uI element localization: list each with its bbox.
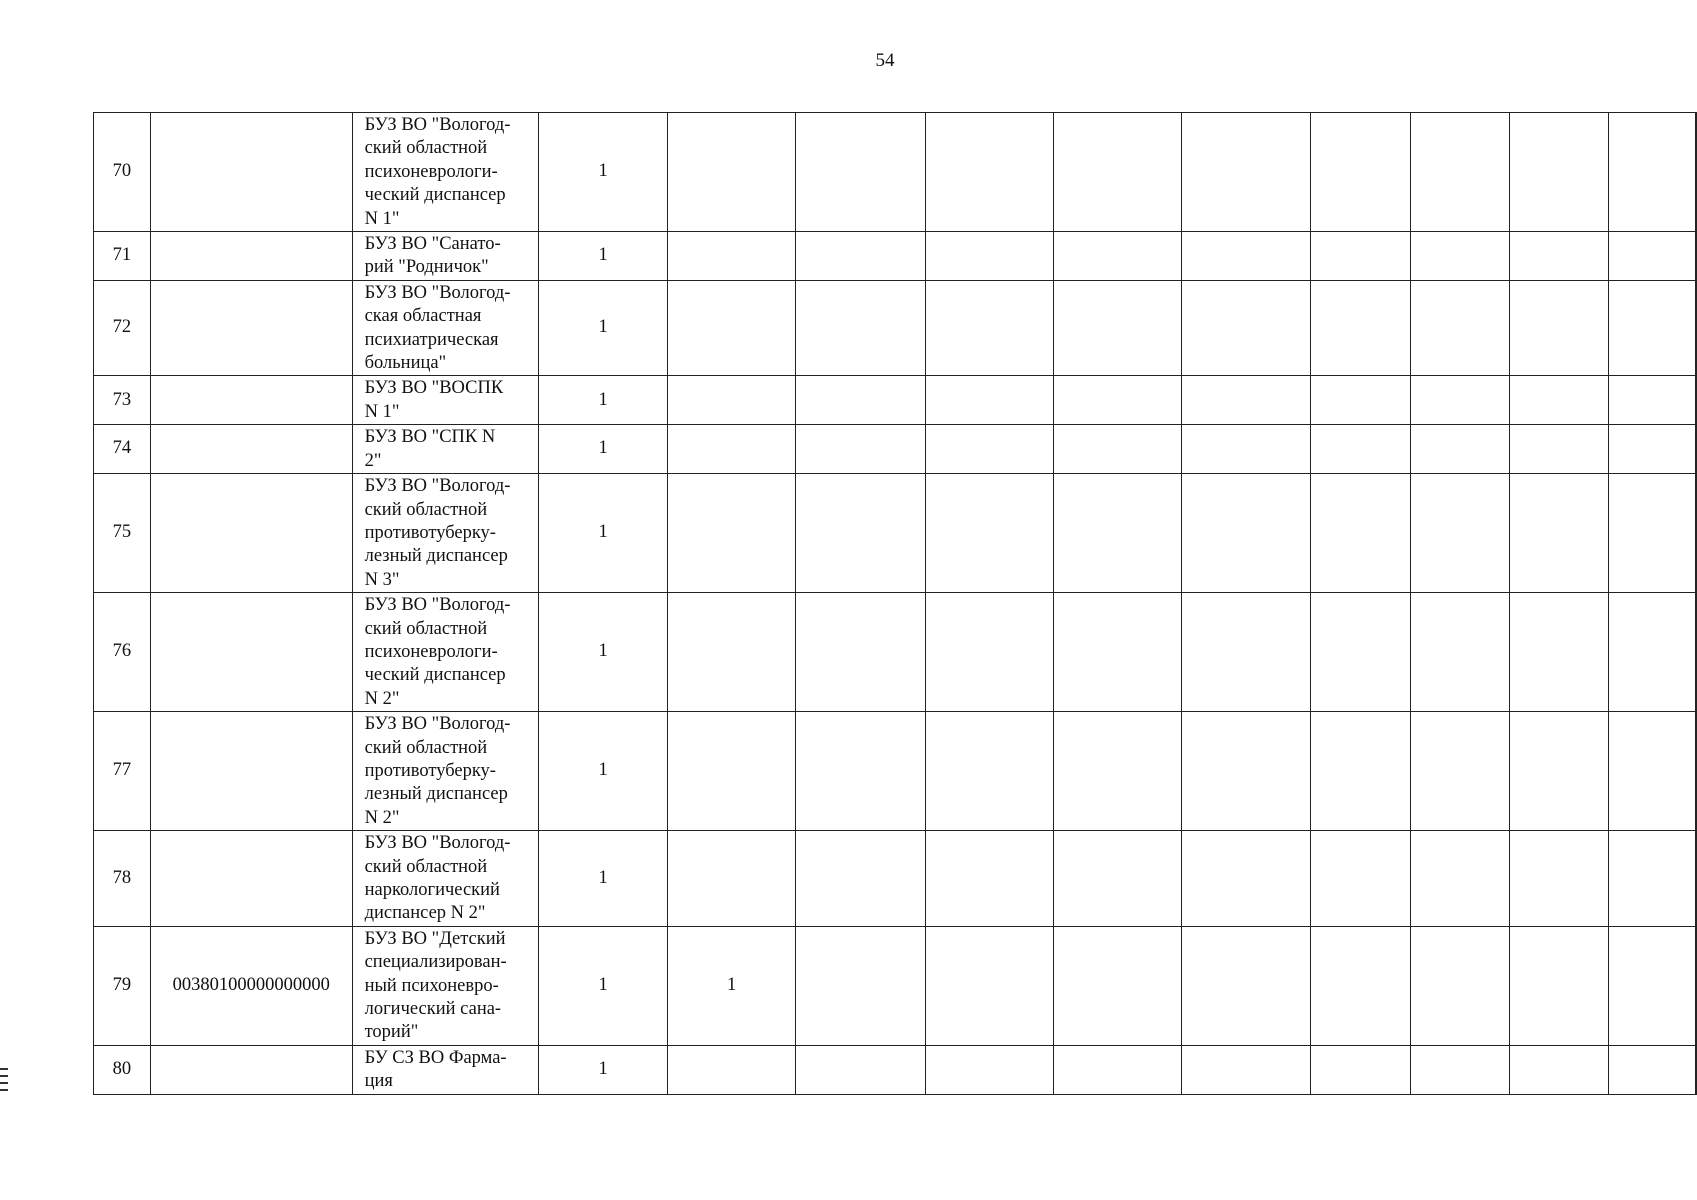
value-cell (1696, 232, 1697, 281)
row-number-cell: 80 (94, 1045, 151, 1094)
table-row (94, 113, 1697, 232)
organization-name-line: N 1" (364, 401, 400, 422)
value-cell (1182, 926, 1310, 1045)
value-cell (925, 376, 1053, 425)
value-cell: 1 (539, 232, 667, 281)
value-cell (925, 113, 1053, 232)
value-cell (1509, 280, 1609, 376)
value-cell (1411, 1045, 1510, 1094)
organization-name-line: БУЗ ВО "Вологод- (364, 833, 511, 854)
organization-name-line: 2" (364, 450, 382, 471)
value-cell (667, 425, 795, 474)
organization-name-line: ция (364, 1071, 393, 1092)
value-cell (1310, 425, 1411, 474)
organization-name-line: N 3" (364, 569, 400, 590)
value-cell (1509, 232, 1609, 281)
value-cell (796, 712, 925, 831)
row-number-cell: 78 (94, 831, 151, 927)
code-cell (150, 1045, 352, 1094)
value-cell (1509, 712, 1609, 831)
value-cell (796, 474, 925, 593)
value-cell (1696, 831, 1697, 927)
row-number-cell: 73 (94, 376, 151, 425)
organization-name-cell (352, 712, 539, 831)
organization-name-line: наркологический (364, 880, 500, 900)
organization-name-line: психоневрологи- (364, 161, 498, 182)
value-cell (1411, 232, 1510, 281)
value-cell (1509, 425, 1609, 474)
margin-mark (0, 1068, 8, 1098)
value-cell (1509, 376, 1609, 425)
value-cell (1310, 113, 1411, 232)
value-cell (1182, 425, 1310, 474)
table-row (94, 474, 1697, 593)
row-number-cell: 79 (94, 926, 151, 1045)
organization-name-line: ский областной (364, 737, 488, 758)
organization-name-line: БУЗ ВО "Вологод- (364, 714, 511, 735)
value-cell (1411, 474, 1510, 593)
value-cell (1054, 1045, 1182, 1094)
value-cell: 1 (539, 474, 667, 593)
value-cell (1310, 376, 1411, 425)
value-cell (667, 593, 795, 712)
value-cell (796, 376, 925, 425)
value-cell (667, 376, 795, 425)
value-cell (667, 280, 795, 376)
value-cell (1411, 593, 1510, 712)
value-cell (1696, 425, 1697, 474)
table-row (94, 376, 1697, 425)
value-cell (796, 593, 925, 712)
organization-name-line: логический сана- (364, 999, 502, 1020)
organization-name-line: N 2" (364, 807, 400, 828)
organization-name-line: лезный диспансер (364, 784, 508, 805)
value-cell (667, 474, 795, 593)
value-cell (1609, 926, 1696, 1045)
organization-name-cell (352, 1045, 539, 1094)
value-cell (925, 831, 1053, 927)
value-cell (667, 831, 795, 927)
value-cell (1411, 926, 1510, 1045)
value-cell (1509, 926, 1609, 1045)
organization-name-cell (352, 474, 539, 593)
value-cell (1054, 831, 1182, 927)
value-cell (1182, 831, 1310, 927)
organization-name-line: БУЗ ВО "Детский (364, 928, 506, 949)
table-row (94, 712, 1697, 831)
value-cell: 1 (539, 831, 667, 927)
table-row (94, 926, 1697, 1045)
value-cell (1182, 1045, 1310, 1094)
table-row (94, 232, 1697, 281)
value-cell (796, 425, 925, 474)
value-cell (1609, 593, 1696, 712)
value-cell (1609, 712, 1696, 831)
organization-name-line: психиатрическая (364, 329, 499, 350)
value-cell (1182, 280, 1310, 376)
table-row (94, 1045, 1697, 1094)
row-number-cell: 75 (94, 474, 151, 593)
value-cell (1509, 113, 1609, 232)
value-cell: 1 (539, 926, 667, 1045)
organization-name-line: N 2" (364, 688, 400, 709)
value-cell (1696, 280, 1697, 376)
value-cell (1696, 376, 1697, 425)
code-cell (150, 232, 352, 281)
organization-name-cell (352, 232, 539, 281)
table-row (94, 280, 1697, 376)
value-cell (1509, 1045, 1609, 1094)
organization-name-line: ский областной (364, 499, 488, 520)
organization-name-line: ный психоневро- (364, 975, 499, 996)
organization-name-line: торий" (364, 1022, 419, 1043)
value-cell (1696, 593, 1697, 712)
value-cell (1054, 593, 1182, 712)
value-cell (1054, 712, 1182, 831)
value-cell: 1 (539, 593, 667, 712)
value-cell (1054, 280, 1182, 376)
value-cell: 1 (539, 113, 667, 232)
organization-name-line: ский областной (364, 138, 488, 159)
organization-name-line: БУЗ ВО "Вологод- (364, 115, 511, 135)
value-cell (1182, 113, 1310, 232)
value-cell (1310, 712, 1411, 831)
value-cell (796, 926, 925, 1045)
organization-name-line: БУЗ ВО "Вологод- (364, 282, 511, 303)
value-cell (925, 593, 1053, 712)
value-cell (1054, 113, 1182, 232)
value-cell (1054, 376, 1182, 425)
row-number-cell: 72 (94, 280, 151, 376)
value-cell (925, 232, 1053, 281)
organization-name-line: БУЗ ВО "Вологод- (364, 476, 511, 497)
value-cell: 1 (667, 926, 795, 1045)
code-cell (150, 712, 352, 831)
organization-name-cell (352, 376, 539, 425)
value-cell (1411, 113, 1510, 232)
value-cell (1310, 593, 1411, 712)
value-cell (1411, 831, 1510, 927)
organization-name-line: противотуберку- (364, 760, 496, 781)
value-cell (1411, 376, 1510, 425)
organization-name-line: БУЗ ВО "ВОСПК (364, 378, 504, 399)
value-cell: 1 (539, 425, 667, 474)
table-row (94, 831, 1697, 927)
value-cell (1310, 280, 1411, 376)
row-number-cell: 74 (94, 425, 151, 474)
value-cell (1696, 926, 1697, 1045)
code-cell (150, 474, 352, 593)
value-cell (1696, 474, 1697, 593)
value-cell (925, 926, 1053, 1045)
value-cell (1054, 425, 1182, 474)
page-number: 54 (875, 50, 895, 71)
value-cell (796, 280, 925, 376)
value-cell (1509, 593, 1609, 712)
value-cell (1411, 425, 1510, 474)
organization-name-line: ческий диспансер (364, 665, 506, 686)
organization-name-cell (352, 280, 539, 376)
organization-name-line: ский областной (364, 618, 488, 639)
data-table (93, 112, 1697, 1095)
value-cell (796, 113, 925, 232)
value-cell (796, 232, 925, 281)
value-cell (1696, 1045, 1697, 1094)
row-number-cell: 76 (94, 593, 151, 712)
value-cell (667, 113, 795, 232)
value-cell (925, 712, 1053, 831)
value-cell (1509, 474, 1609, 593)
organization-name-cell (352, 926, 539, 1045)
value-cell (667, 712, 795, 831)
value-cell (1609, 376, 1696, 425)
row-number-cell: 71 (94, 232, 151, 281)
table-row (94, 425, 1697, 474)
organization-name-line: психоневрологи- (364, 641, 498, 662)
value-cell (1054, 474, 1182, 593)
value-cell (1182, 474, 1310, 593)
value-cell: 1 (539, 280, 667, 376)
value-cell (667, 232, 795, 281)
value-cell (1182, 712, 1310, 831)
value-cell: 1 (539, 376, 667, 425)
code-cell (150, 425, 352, 474)
organization-name-cell (352, 831, 539, 927)
organization-name-line: лезный диспансер (364, 546, 508, 567)
code-cell: 00380100000000000 (150, 926, 352, 1045)
value-cell (1310, 1045, 1411, 1094)
value-cell (1609, 425, 1696, 474)
organization-name-line: БУЗ ВО "Санато- (364, 234, 501, 255)
code-cell (150, 280, 352, 376)
organization-name-line: больница" (364, 353, 447, 374)
value-cell (1310, 232, 1411, 281)
organization-name-line: ский областной (364, 856, 488, 877)
row-number-cell: 77 (94, 712, 151, 831)
value-cell (1310, 831, 1411, 927)
value-cell: 1 (539, 1045, 667, 1094)
value-cell (667, 1045, 795, 1094)
row-number-cell: 70 (94, 113, 151, 232)
organization-name-line: БУЗ ВО "Вологод- (364, 595, 511, 616)
code-cell (150, 593, 352, 712)
organization-name-line: БУЗ ВО "СПК N (364, 427, 496, 448)
organization-name-line: ческий диспансер (364, 185, 506, 206)
code-cell (150, 376, 352, 425)
value-cell (1182, 232, 1310, 281)
organization-name-line: специализирован- (364, 952, 507, 973)
code-cell (150, 831, 352, 927)
value-cell (1609, 1045, 1696, 1094)
value-cell (1182, 376, 1310, 425)
organization-name-line: диспансер N 2" (364, 903, 486, 924)
code-cell (150, 113, 352, 232)
organization-name-line: N 1" (364, 208, 400, 229)
value-cell (1411, 712, 1510, 831)
value-cell (1696, 712, 1697, 831)
value-cell (925, 425, 1053, 474)
value-cell (1310, 926, 1411, 1045)
value-cell (1310, 474, 1411, 593)
value-cell (1509, 831, 1609, 927)
value-cell (1609, 113, 1696, 232)
value-cell (1609, 232, 1696, 281)
value-cell (1411, 280, 1510, 376)
value-cell (1696, 113, 1697, 232)
value-cell (1609, 831, 1696, 927)
value-cell (925, 1045, 1053, 1094)
organization-name-cell (352, 593, 539, 712)
value-cell (796, 1045, 925, 1094)
organization-name-cell (352, 425, 539, 474)
organization-name-cell (352, 113, 539, 232)
organization-name-line: БУ СЗ ВО Фарма- (364, 1047, 507, 1068)
value-cell (1054, 232, 1182, 281)
value-cell: 1 (539, 712, 667, 831)
value-cell (925, 280, 1053, 376)
value-cell (796, 831, 925, 927)
table-row (94, 593, 1697, 712)
organization-name-line: противотуберку- (364, 522, 496, 543)
organization-name-line: рий "Родничок" (364, 257, 489, 278)
value-cell (1609, 474, 1696, 593)
value-cell (1182, 593, 1310, 712)
value-cell (925, 474, 1053, 593)
organization-name-line: ская областная (364, 306, 482, 327)
value-cell (1054, 926, 1182, 1045)
value-cell (1609, 280, 1696, 376)
